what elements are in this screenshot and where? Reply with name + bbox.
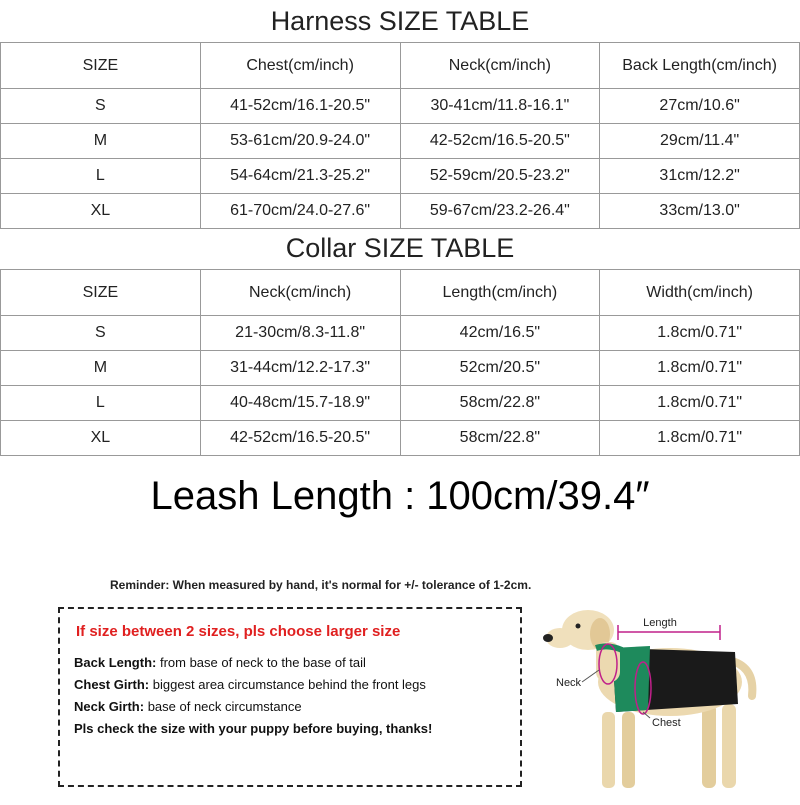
neck-pointer-line xyxy=(582,670,599,682)
harness-size-table xyxy=(0,0,800,229)
chest-girth-label: Chest Girth: xyxy=(74,677,150,692)
length-cell: 58cm/22.8" xyxy=(400,386,600,421)
dog-hind-leg xyxy=(722,704,736,788)
dog-collar xyxy=(596,646,622,650)
chest-girth-note xyxy=(74,677,426,692)
check-size-note: Pls check the size with your puppy before buying, thanks! xyxy=(74,721,433,736)
back-length-note xyxy=(74,655,366,670)
table-row xyxy=(1,421,800,456)
leash-length-heading: Leash Length : 100cm/39.4″ xyxy=(150,474,650,518)
size-cell: S xyxy=(1,316,201,351)
harness-header-neck: Neck(cm/inch) xyxy=(400,43,600,89)
neck-cell: 21-30cm/8.3-11.8" xyxy=(200,316,400,351)
size-cell: S xyxy=(1,89,201,124)
length-label: Length xyxy=(643,617,677,629)
table-row xyxy=(1,124,800,159)
back-length-label: Back Length: xyxy=(74,655,157,670)
chest-girth-text: biggest area circumstance behind the front legs xyxy=(149,677,426,692)
table-row xyxy=(1,351,800,386)
back-length-text: from base of neck to the base of tail xyxy=(156,655,366,670)
harness-header-back-length: Back Length(cm/inch) xyxy=(600,43,800,89)
dog-nose xyxy=(543,634,553,642)
neck-cell: 40-48cm/15.7-18.9" xyxy=(200,386,400,421)
dog-measurement-illustration xyxy=(530,600,800,800)
length-cell: 42cm/16.5" xyxy=(400,316,600,351)
dog-hind-leg xyxy=(702,704,716,788)
neck-cell: 42-52cm/16.5-20.5" xyxy=(200,421,400,456)
table-row xyxy=(1,159,800,194)
neck-girth-note xyxy=(74,699,302,714)
harness-header-size: SIZE xyxy=(1,43,201,89)
collar-size-table xyxy=(0,227,800,456)
table-row xyxy=(1,316,800,351)
size-cell: M xyxy=(1,124,201,159)
neck-cell: 31-44cm/12.2-17.3" xyxy=(200,351,400,386)
back-length-cell: 29cm/11.4" xyxy=(600,124,800,159)
neck-cell: 52-59cm/20.5-23.2" xyxy=(400,159,600,194)
size-cell: L xyxy=(1,159,201,194)
sizing-notes-box xyxy=(58,607,522,787)
chest-cell: 41-52cm/16.1-20.5" xyxy=(200,89,400,124)
chest-label: Chest xyxy=(652,717,681,729)
chest-cell: 61-70cm/24.0-27.6" xyxy=(200,194,400,229)
dog-illustration-svg xyxy=(530,600,800,800)
neck-cell: 59-67cm/23.2-26.4" xyxy=(400,194,600,229)
table-row xyxy=(1,386,800,421)
neck-girth-label: Neck Girth: xyxy=(74,699,145,714)
collar-table-title: Collar SIZE TABLE xyxy=(1,227,800,270)
collar-header-width: Width(cm/inch) xyxy=(600,270,800,316)
size-cell: XL xyxy=(1,421,201,456)
length-cell: 52cm/20.5" xyxy=(400,351,600,386)
collar-header-neck: Neck(cm/inch) xyxy=(200,270,400,316)
size-cell: M xyxy=(1,351,201,386)
back-length-cell: 27cm/10.6" xyxy=(600,89,800,124)
size-cell: L xyxy=(1,386,201,421)
dog-front-leg xyxy=(602,712,615,788)
length-cell: 58cm/22.8" xyxy=(400,421,600,456)
neck-cell: 42-52cm/16.5-20.5" xyxy=(400,124,600,159)
neck-label: Neck xyxy=(556,677,582,689)
width-cell: 1.8cm/0.71" xyxy=(600,421,800,456)
chest-cell: 54-64cm/21.3-25.2" xyxy=(200,159,400,194)
dog-eye xyxy=(576,624,581,629)
back-length-cell: 33cm/13.0" xyxy=(600,194,800,229)
table-row xyxy=(1,194,800,229)
measurement-reminder: Reminder: When measured by hand, it's normal for +/- tolerance of 1-2cm. xyxy=(110,578,532,592)
dog-front-leg xyxy=(622,712,635,788)
collar-header-length: Length(cm/inch) xyxy=(400,270,600,316)
neck-girth-text: base of neck circumstance xyxy=(144,699,302,714)
harness-table-title: Harness SIZE TABLE xyxy=(1,0,800,43)
table-row xyxy=(1,89,800,124)
collar-header-size: SIZE xyxy=(1,270,201,316)
back-length-cell: 31cm/12.2" xyxy=(600,159,800,194)
size-advice-title: If size between 2 sizes, pls choose larger size xyxy=(76,623,401,640)
size-cell: XL xyxy=(1,194,201,229)
width-cell: 1.8cm/0.71" xyxy=(600,386,800,421)
width-cell: 1.8cm/0.71" xyxy=(600,316,800,351)
harness-header-chest: Chest(cm/inch) xyxy=(200,43,400,89)
chest-cell: 53-61cm/20.9-24.0" xyxy=(200,124,400,159)
neck-cell: 30-41cm/11.8-16.1" xyxy=(400,89,600,124)
width-cell: 1.8cm/0.71" xyxy=(600,351,800,386)
